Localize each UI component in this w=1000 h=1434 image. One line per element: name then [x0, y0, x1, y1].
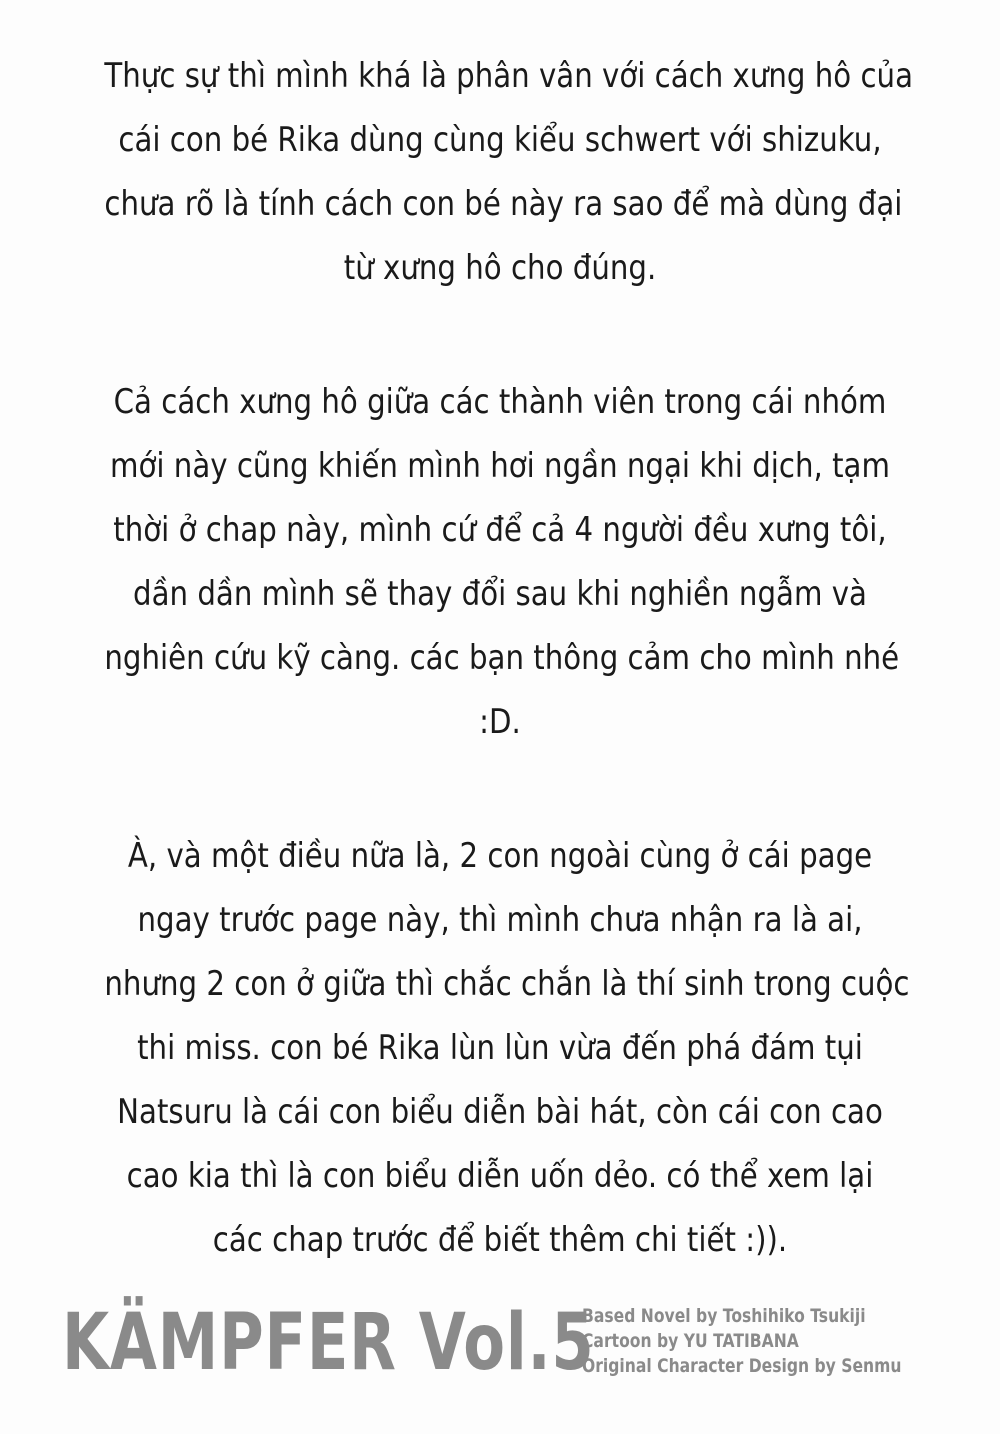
text-line: À, và một điều nữa là, 2 con ngoài cùng ở cái page — [127, 836, 873, 876]
text-line: thời ở chap này, mình cứ để cả 4 người đều xưng tôi, — [113, 510, 887, 550]
text-line: nghiên cứu kỹ càng. các bạn thông cảm cho mình nhé — [104, 638, 900, 678]
text-line: thi miss. con bé Rika lùn lùn vừa đến phá đám tụi — [137, 1028, 863, 1068]
credit-line: Cartoon by YU TATIBANA — [582, 1330, 799, 1352]
translator-note-paragraph-3 — [104, 824, 910, 1272]
translator-note-paragraph-1 — [104, 44, 914, 300]
text-line: các chap trước để biết thêm chi tiết :)). — [212, 1220, 788, 1260]
credits-block — [582, 1304, 901, 1379]
text-line: cao kia thì là con biểu diễn uốn dẻo. có thể xem lại — [126, 1156, 874, 1196]
text-line: từ xưng hô cho đúng. — [343, 248, 657, 288]
text-line: nhưng 2 con ở giữa thì chắc chắn là thí sinh trong cuộc — [104, 964, 910, 1004]
text-line: cái con bé Rika dùng cùng kiểu schwert với shizuku, — [118, 120, 882, 160]
text-line: Cả cách xưng hô giữa các thành viên trong cái nhóm — [113, 382, 887, 422]
credit-line: Original Character Design by Senmu — [582, 1355, 902, 1377]
credit-line: Based Novel by Toshihiko Tsukiji — [582, 1305, 866, 1327]
translator-note-paragraph-2 — [104, 370, 900, 754]
text-line: ngay trước page này, thì mình chưa nhận ra là ai, — [137, 900, 863, 940]
text-line: mới này cũng khiến mình hơi ngần ngại khi dịch, tạm — [110, 446, 890, 486]
text-line: chưa rõ là tính cách con bé này ra sao để mà dùng đại — [104, 184, 903, 224]
text-line: dần dần mình sẽ thay đổi sau khi nghiền ngẫm và — [133, 574, 867, 614]
text-line: :D. — [479, 702, 521, 742]
text-line: Thực sự thì mình khá là phân vân với cách xưng hô của — [104, 56, 914, 96]
text-line: Natsuru là cái con biểu diễn bài hát, còn cái con cao — [117, 1092, 883, 1132]
volume-footer — [62, 1298, 962, 1388]
volume-title: KÄMPFER Vol.5 — [62, 1298, 595, 1388]
